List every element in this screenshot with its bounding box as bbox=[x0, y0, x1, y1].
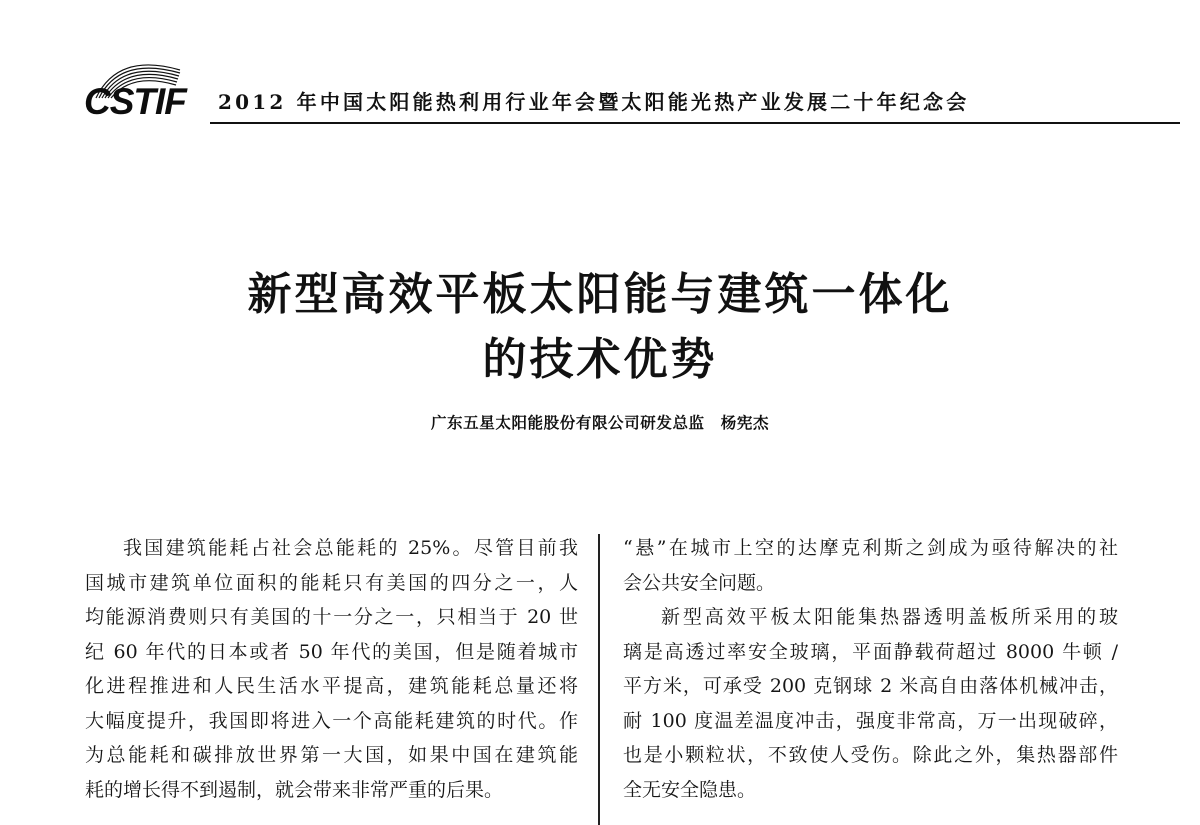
body-line: 全无安全隐患。 bbox=[623, 778, 757, 801]
paper-title-line-2: 的技术优势 bbox=[482, 334, 718, 385]
body-line: 均能源消费则只有美国的十一分之一，只相当于 20 世 bbox=[85, 606, 578, 628]
body-line: 耗的增长得不到遏制，就会带来非常严重的后果。 bbox=[85, 778, 504, 801]
body-line: 国城市建筑单位面积的能耗只有美国的四分之一，人 bbox=[85, 571, 578, 594]
header-rule bbox=[210, 122, 1180, 124]
body-line: 平方米，可承受 200 克钢球 2 米高自由落体机械冲击， bbox=[623, 675, 1118, 697]
author-line: 广东五星太阳能股份有限公司研发总监 杨宪杰 bbox=[430, 413, 770, 432]
body-line: 化进程推进和人民生活水平提高，建筑能耗总量还将 bbox=[85, 675, 578, 697]
body-column-right bbox=[623, 531, 1118, 807]
conference-header: 2012 年中国太阳能热利用行业年会暨太阳能光热产业发展二十年纪念会 bbox=[218, 90, 970, 114]
body-line: 我国建筑能耗占社会总能耗的 25%。尽管目前我 bbox=[123, 537, 578, 559]
body-line: 会公共安全问题。 bbox=[623, 571, 776, 594]
body-line: 璃是高透过率安全玻璃，平面静载荷超过 8000 牛顿 / bbox=[623, 640, 1118, 663]
body-line: 为总能耗和碳排放世界第一大国，如果中国在建筑能 bbox=[85, 744, 578, 766]
column-divider bbox=[598, 534, 600, 825]
cstif-logo: CSTIF bbox=[84, 81, 186, 122]
body-line: 耐 100 度温差温度冲击，强度非常高，万一出现破碎， bbox=[623, 709, 1118, 732]
body-line: 纪 60 年代的日本或者 50 年代的美国，但是随着城市 bbox=[85, 640, 578, 663]
paper-title-line-1: 新型高效平板太阳能与建筑一体化 bbox=[247, 269, 953, 320]
body-line: 也是小颗粒状，不致使人受伤。除此之外，集热器部件 bbox=[623, 744, 1118, 766]
body-line: 大幅度提升，我国即将进入一个高能耗建筑的时代。作 bbox=[85, 709, 578, 732]
body-line: 新型高效平板太阳能集热器透明盖板所采用的玻 bbox=[661, 606, 1118, 628]
body-line: “悬”在城市上空的达摩克利斯之剑成为亟待解决的社 bbox=[623, 537, 1118, 559]
body-column-left bbox=[85, 531, 578, 807]
